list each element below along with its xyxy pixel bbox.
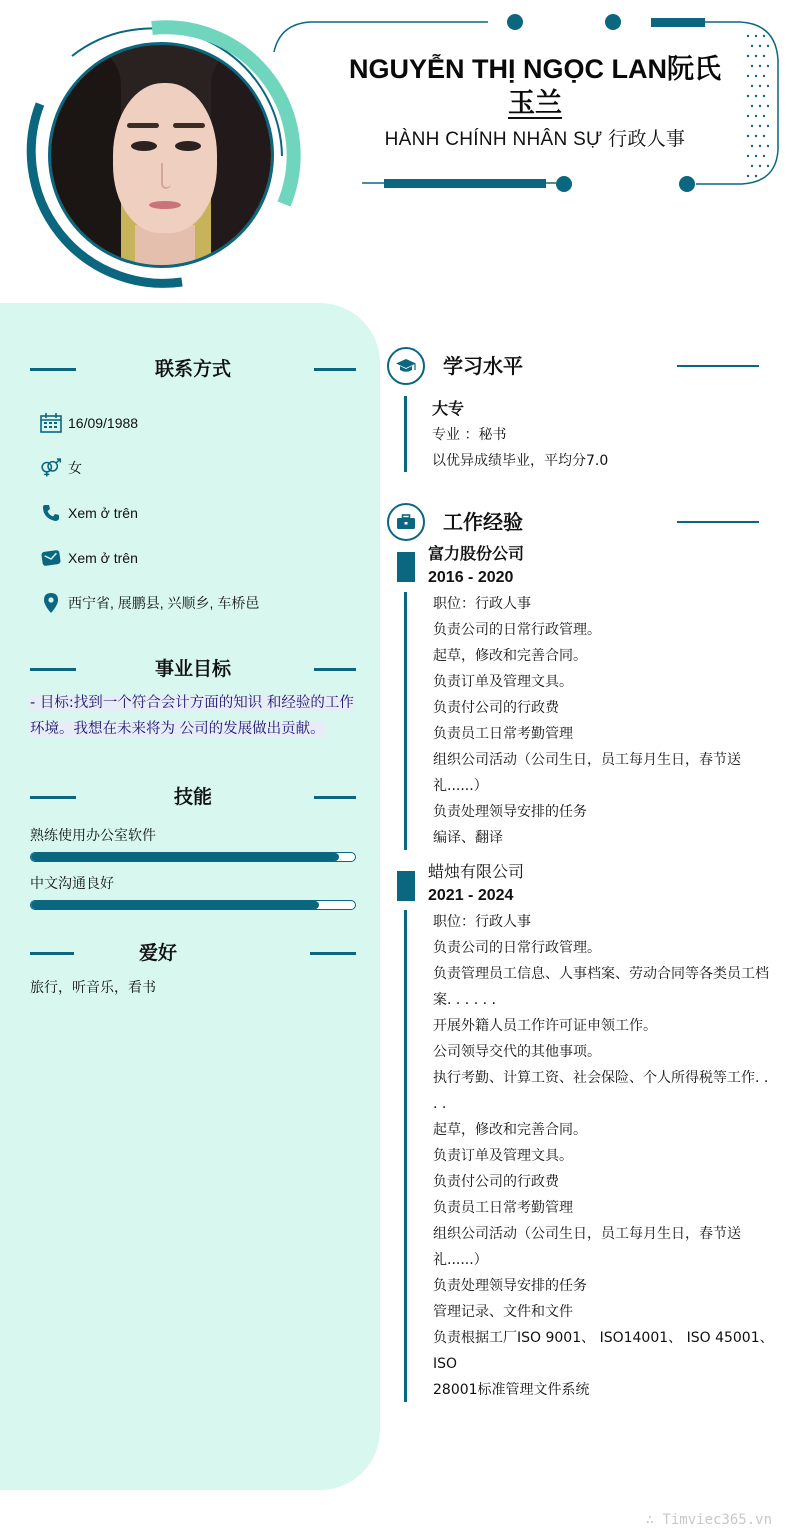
gender-text: 女 (68, 460, 82, 476)
hobbies-heading-label: 爱好 (138, 942, 177, 964)
duty-line: 负责付公司的行政费 (433, 700, 559, 716)
briefcase-icon (387, 503, 425, 541)
job-company: 富力股份公司 (428, 544, 525, 563)
education-result: 以优异成绩毕业，平均分7.0 (432, 453, 609, 469)
name-line-1: NGUYỄN THỊ NGỌC LAN阮氏 (348, 54, 721, 84)
duty-line: 负责管理员工信息、人事档案、劳动合同等各类员工档案. . . . . . (433, 966, 769, 1008)
education-heading-label: 学习水平 (443, 354, 523, 378)
duty-line: 负责公司的日常行政管理。 (433, 622, 601, 638)
duty-line: 28001标准管理文件系统 (433, 1382, 590, 1398)
skill-office-software (30, 826, 356, 862)
phone-text: Xem ở trên (68, 505, 138, 521)
education-degree: 大专 (432, 399, 465, 418)
job-2-timeline (404, 910, 407, 1402)
job-1-duties (433, 591, 777, 851)
contact-gender (40, 456, 82, 480)
duty-line: 组织公司活动（公司生日，员工每月生日，春节送礼......） (433, 752, 741, 794)
job-1-header (428, 542, 768, 590)
gender-icon (40, 457, 62, 479)
skill-bar (30, 900, 356, 910)
duty-line: 负责员工日常考勤管理 (433, 1200, 573, 1216)
education-timeline (404, 396, 407, 472)
hobbies-heading (30, 938, 356, 968)
graduation-cap-icon (387, 347, 425, 385)
address-text: 西宁省, 展鹏县, 兴顺乡, 车桥邑 (68, 595, 260, 611)
title-block (320, 52, 750, 151)
email-text: Xem ở trên (68, 550, 138, 566)
contact-birthdate (40, 411, 138, 435)
duty-line: 起草，修改和完善合同。 (433, 648, 587, 664)
experience-heading (387, 503, 759, 543)
duty-line: 编译、翻译 (433, 830, 503, 846)
skill-name: 中文沟通良好 (30, 876, 114, 892)
job-1-timeline (404, 592, 407, 850)
phone-icon (40, 502, 62, 524)
calendar-icon (40, 412, 62, 434)
job-title: HÀNH CHÍNH NHÂN SỰ 行政人事 (384, 129, 686, 150)
duty-line: 职位：行政人事 (433, 596, 531, 612)
skill-bar-fill (31, 853, 339, 861)
goal-heading-label: 事业目标 (154, 658, 231, 680)
experience-heading-label: 工作经验 (443, 510, 523, 534)
contact-heading-label: 联系方式 (154, 358, 231, 380)
profile-photo (48, 42, 274, 268)
skill-chinese-communication (30, 874, 356, 910)
job-company: 蜡烛有限公司 (428, 862, 525, 881)
duty-line: 执行考勤、计算工资、社会保险、个人所得税等工作. . . . (433, 1070, 769, 1112)
duty-line: 负责员工日常考勤管理 (433, 726, 573, 742)
job-2-duties (433, 909, 777, 1403)
education-heading (387, 347, 759, 387)
duty-line: 公司领导交代的其他事项。 (433, 1044, 601, 1060)
profile-photo-frame (18, 18, 298, 298)
duty-line: 负责订单及管理文具。 (433, 674, 573, 690)
email-icon (40, 547, 62, 569)
skill-name: 熟练使用办公室软件 (30, 828, 156, 844)
location-pin-icon (40, 592, 62, 614)
duty-line: 起草，修改和完善合同。 (433, 1122, 587, 1138)
duty-line: 负责处理领导安排的任务 (433, 804, 587, 820)
skill-bar-fill (31, 901, 319, 909)
contact-phone (40, 501, 138, 525)
skills-heading (30, 782, 356, 812)
duty-line: 开展外籍人员工作许可证申领工作。 (433, 1018, 657, 1034)
skill-bar (30, 852, 356, 862)
duty-line: 负责根据工厂ISO 9001、 ISO14001、 ISO 45001、ISO (433, 1330, 774, 1372)
education-entry (432, 396, 776, 474)
duty-line: 组织公司活动（公司生日，员工每月生日，春节送礼......） (433, 1226, 741, 1268)
name-line-2: 玉兰 (508, 88, 562, 118)
goal-heading (30, 654, 356, 684)
dot-pattern (747, 35, 769, 177)
contact-address (40, 591, 259, 615)
job-period: 2016 - 2020 (428, 569, 514, 586)
job-period: 2021 - 2024 (428, 887, 514, 904)
contact-heading (30, 354, 356, 384)
duty-line: 负责付公司的行政费 (433, 1174, 559, 1190)
duty-line: 管理记录、文件和文件 (433, 1304, 573, 1320)
birthdate-text: 16/09/1988 (68, 415, 139, 431)
watermark: ∴ Timviec365.vn (645, 1512, 772, 1528)
duty-line: 负责处理领导安排的任务 (433, 1278, 587, 1294)
job-2-header (428, 860, 768, 908)
header (0, 0, 800, 300)
duty-line: 负责订单及管理文具。 (433, 1148, 573, 1164)
goal-text: - 目标:找到一个符合会计方面的知识 和经验的工作环境。我想在未来将为 公司的发展做出贡献。 (30, 695, 354, 737)
job-marker (397, 871, 415, 901)
duty-line: 负责公司的日常行政管理。 (433, 940, 601, 956)
contact-email (40, 546, 138, 570)
full-name (320, 52, 750, 120)
hobbies-text: 旅行，听音乐，看书 (30, 980, 156, 996)
job-marker (397, 552, 415, 582)
duty-line: 职位：行政人事 (433, 914, 531, 930)
education-major: 专业 ：秘书 (432, 427, 507, 443)
skills-heading-label: 技能 (173, 786, 212, 808)
